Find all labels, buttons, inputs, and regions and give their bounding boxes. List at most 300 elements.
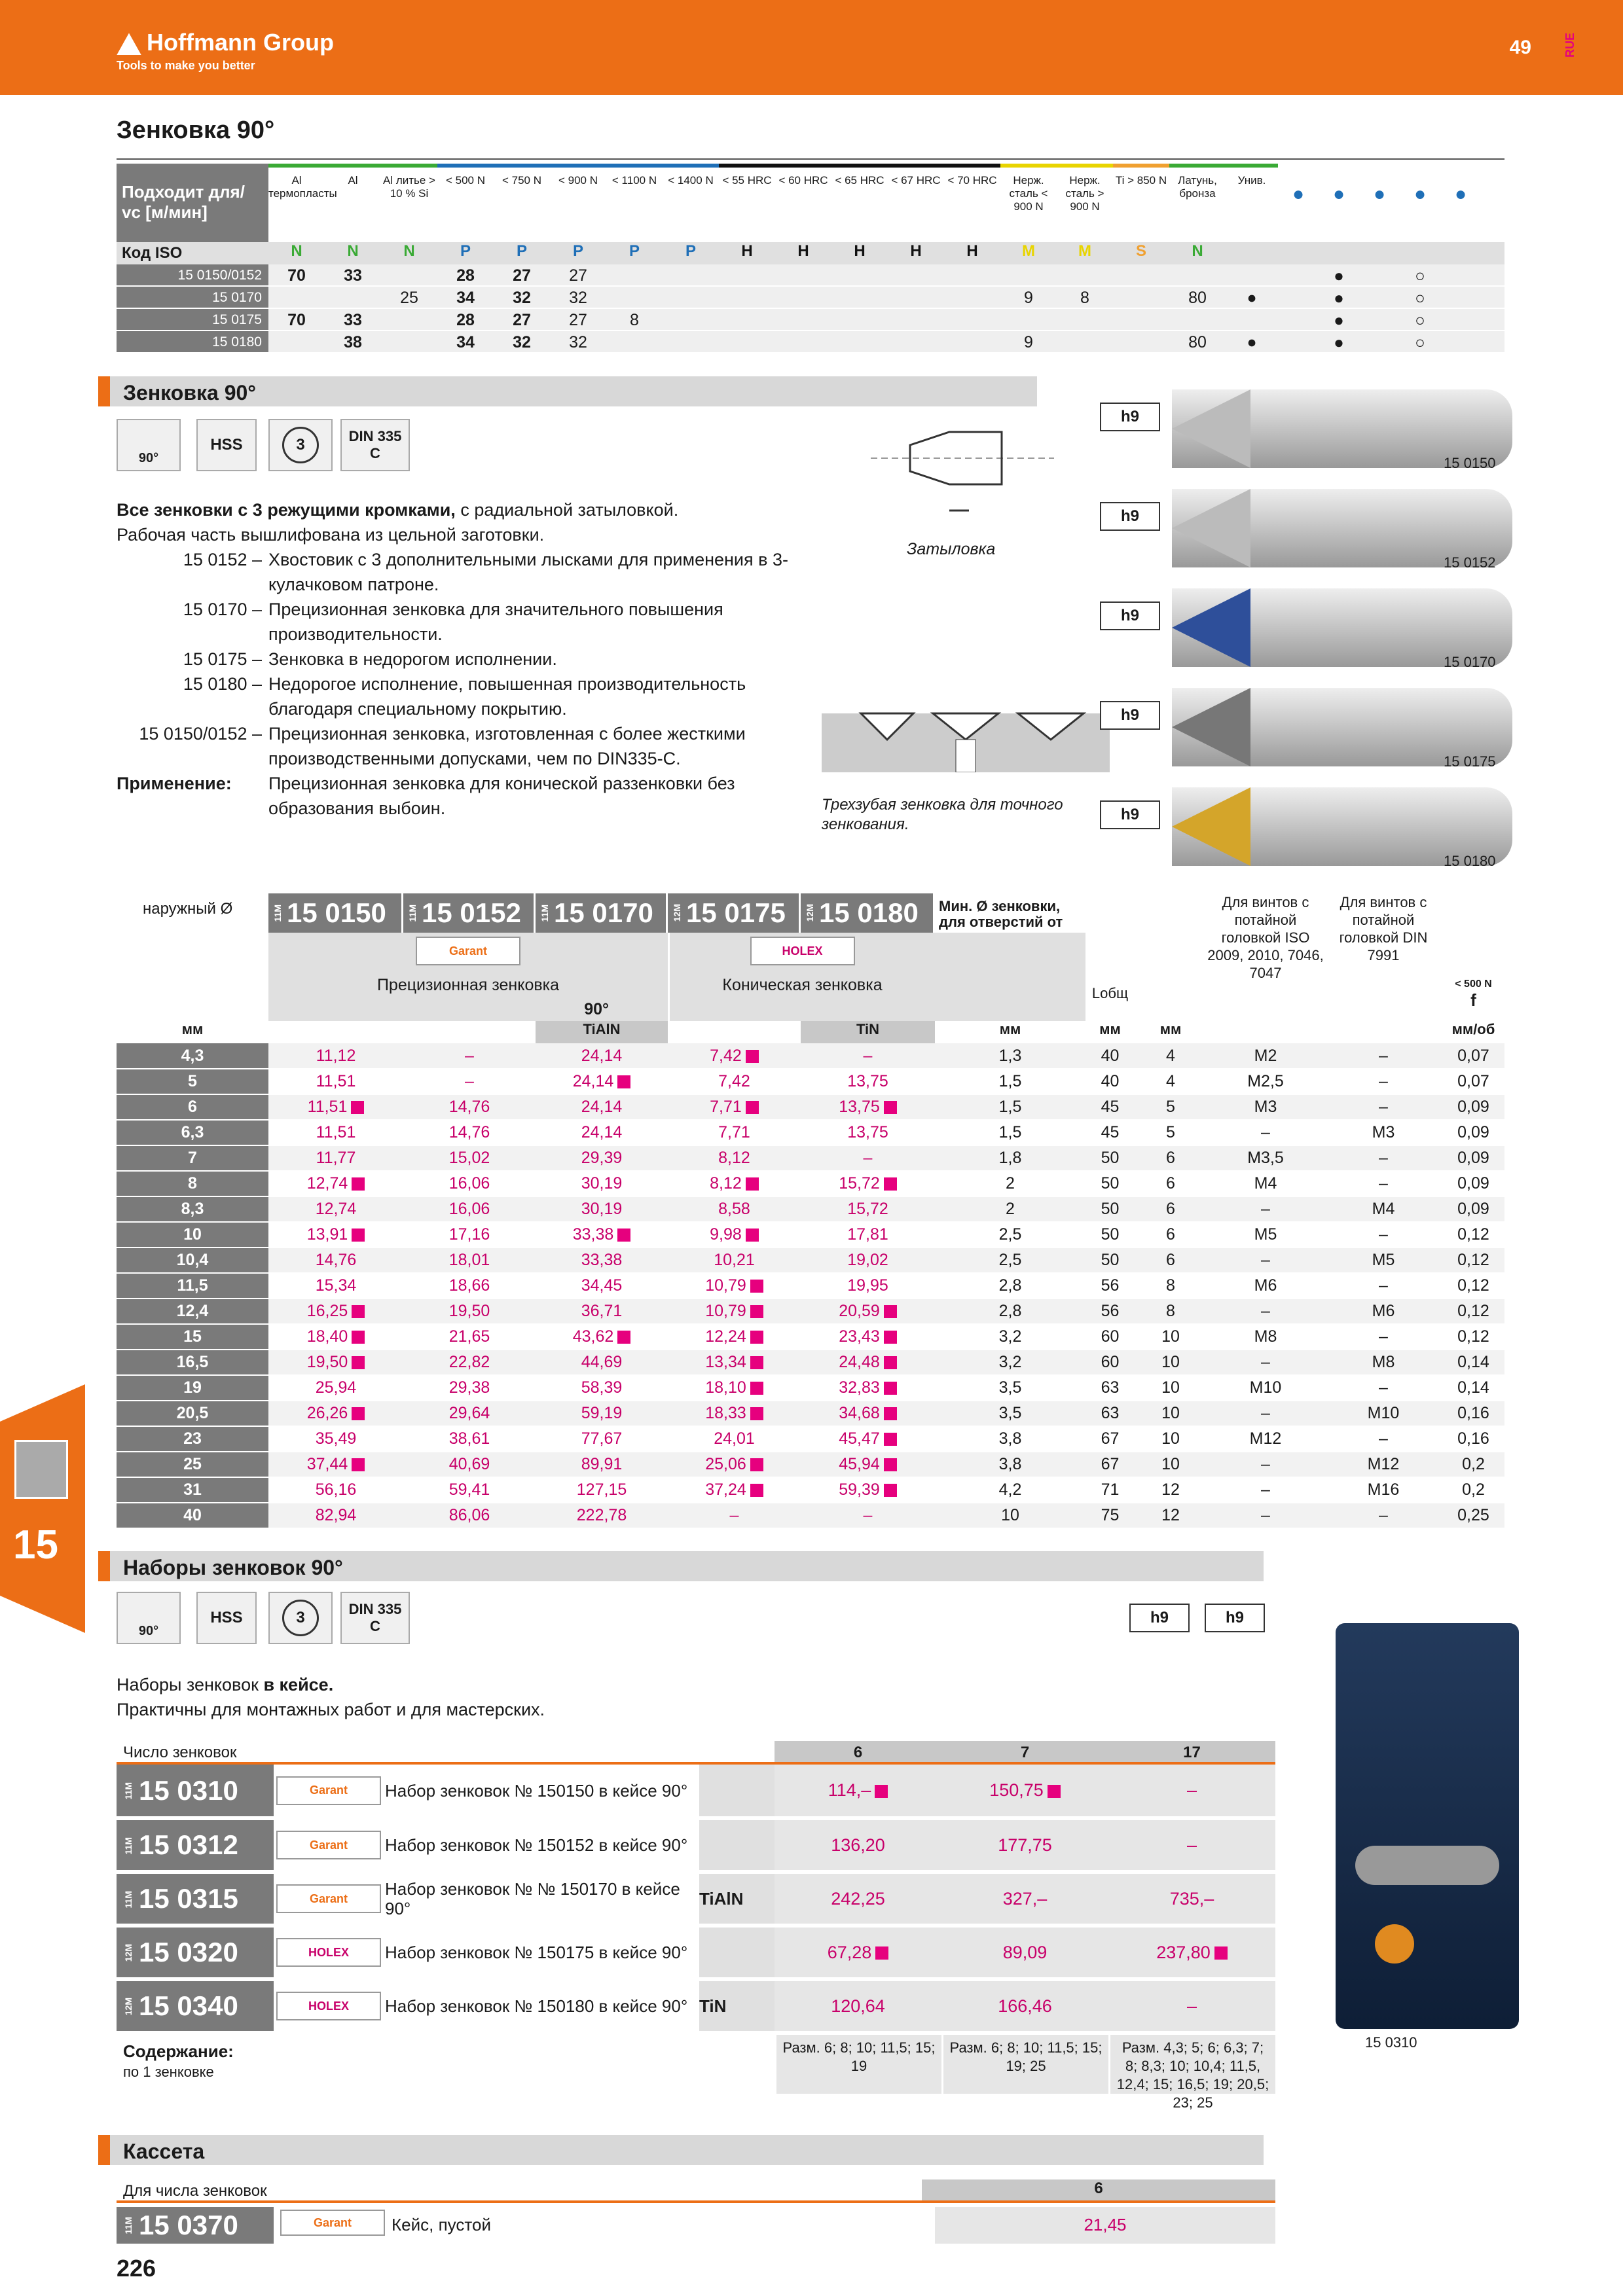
set-count: 6 [853, 1744, 863, 1761]
price-flag-icon [884, 1458, 897, 1471]
page-number: 226 [117, 2255, 156, 2282]
material-row [117, 331, 1504, 353]
cell: – [1207, 1299, 1324, 1324]
cell: 11,51 [268, 1094, 403, 1120]
product-code [268, 893, 403, 933]
cell: 13,75 [801, 1120, 935, 1145]
cell: 2 [935, 1196, 1085, 1222]
cell: 89,91 [536, 1452, 668, 1477]
iso-code: N [291, 242, 302, 260]
cell: 0,12 [1442, 1324, 1504, 1350]
vc-value [719, 331, 775, 352]
table-row [117, 1196, 1504, 1222]
material-header: Ti > 850 N [1113, 164, 1169, 242]
din-badge: DIN 335 C [340, 419, 410, 471]
cell: 10 [935, 1503, 1085, 1528]
market-code: RUE [1563, 33, 1577, 58]
cell: 15 [117, 1324, 268, 1350]
set-row[interactable] [117, 1818, 1275, 1872]
feature-key: 15 0152 – [183, 550, 262, 569]
vc-value [944, 309, 1000, 330]
sets-rows [117, 1765, 1275, 2035]
set-row[interactable] [117, 1765, 1275, 1818]
countersink-tip [1172, 787, 1250, 866]
set-name: Набор зенковок № № 150170 в кейсе 90° [385, 1872, 699, 1926]
material-header: Нерж. сталь < 900 N [1000, 164, 1057, 242]
d-header [1135, 933, 1207, 1021]
coolant-value: ○ [1415, 266, 1425, 285]
set-brand [274, 1926, 385, 1979]
tool-code: 15 0150 [1444, 455, 1496, 471]
cell: 18,33 [668, 1401, 801, 1426]
cell: 7,71 [668, 1094, 801, 1120]
cell: 29,39 [536, 1145, 668, 1171]
cell: 16,5 [117, 1350, 268, 1375]
feature-item [117, 647, 811, 672]
material-header: Нерж. сталь > 900 N [1057, 164, 1113, 242]
cell: 37,24 [668, 1477, 801, 1503]
cell: M2 [1207, 1043, 1324, 1069]
vc-value [1000, 264, 1057, 285]
tolerance-h9: h9 [1129, 1604, 1190, 1632]
cell: 33,38 [536, 1247, 668, 1273]
cell: 8 [1135, 1299, 1207, 1324]
set-brand [274, 1979, 385, 2033]
cell: 2,5 [935, 1222, 1085, 1247]
cell: 44,69 [536, 1350, 668, 1375]
cell: 38,61 [403, 1426, 536, 1452]
din-badge-2: DIN 335 C [340, 1592, 410, 1644]
vc-value [831, 287, 888, 308]
cell: – [1324, 1426, 1442, 1452]
cell: 0,16 [1442, 1401, 1504, 1426]
cell: 0,09 [1442, 1120, 1504, 1145]
cell: 10,21 [668, 1247, 801, 1273]
vc-value: 28 [456, 266, 475, 285]
cell: 15,72 [801, 1171, 935, 1196]
cell: 1,8 [935, 1145, 1085, 1171]
cell: 71 [1085, 1477, 1135, 1503]
cell: 59,39 [801, 1477, 935, 1503]
cell: 34,45 [536, 1273, 668, 1299]
cell: 37,44 [268, 1452, 403, 1477]
case-header: Для числа зенковок 6 [117, 2179, 1275, 2203]
cell: 50 [1085, 1247, 1135, 1273]
material-row-code: 15 0150/0152 [117, 264, 268, 285]
vc-value [663, 331, 719, 352]
set-row[interactable] [117, 1979, 1275, 2033]
vc-value [663, 264, 719, 285]
price-flag-icon [750, 1484, 763, 1497]
cell: M12 [1207, 1426, 1324, 1452]
case-price: 21,45 [935, 2207, 1275, 2244]
set-coating [699, 1818, 775, 1872]
material-rows [117, 264, 1504, 353]
cell: 16,06 [403, 1171, 536, 1196]
material-header: < 67 HRC [888, 164, 944, 242]
iso-code: H [966, 242, 978, 260]
cell: 25,06 [668, 1452, 801, 1477]
case-code: 15 0370 [139, 2210, 238, 2240]
cell: M16 [1324, 1477, 1442, 1503]
section-header-countersink: Зенковка 90° [98, 376, 1037, 406]
cell: – [1207, 1401, 1324, 1426]
mist-icon: ● [1454, 183, 1467, 205]
vc-value [775, 331, 831, 352]
contents-row: Содержание: по 1 зенковке Разм. 6; 8; 10; 11,5; 15; 19 Разм. 6; 8; 10; 11,5; 15; 19; 25 Разм. 4,3; 5; 6; 6,3; 7; 8; 8,3; 10; 10,4; 11,5, 12,4; 15; 16,5; 19; 20,5; 23; 25 [117, 2035, 1275, 2094]
cell: 35,49 [268, 1426, 403, 1452]
vc-value [268, 331, 325, 352]
brand-logo: Garant [276, 1831, 381, 1859]
cell: 13,34 [668, 1350, 801, 1375]
set-row[interactable] [117, 1872, 1275, 1926]
outer-diameter-label: наружный Ø [143, 900, 233, 918]
section-header-sets: Наборы зенковок 90° [98, 1551, 1264, 1581]
set-contents: Разм. 6; 8; 10; 11,5; 15; 19 [775, 2035, 941, 2094]
cell: 19,02 [801, 1247, 935, 1273]
cell: – [403, 1069, 536, 1094]
vc-value: 32 [513, 289, 531, 307]
brand-logo: Hoffmann Group Tools to make you better [117, 29, 334, 72]
vc-value [719, 264, 775, 285]
cell: – [1207, 1477, 1324, 1503]
feature-key: Применение: [117, 774, 232, 793]
intro-2: Рабочая часть вышлифована из цельной заготовки. [117, 525, 545, 545]
vc-value: 70 [287, 311, 306, 329]
price-flag-icon [352, 1229, 365, 1242]
material-header: < 1100 N [606, 164, 663, 242]
price-flag-icon [750, 1356, 763, 1369]
table-row [117, 1120, 1504, 1145]
set-price: 177,75 [941, 1818, 1108, 1872]
tolerance-badge: h9 [1100, 502, 1160, 531]
cell: 45 [1085, 1094, 1135, 1120]
case-row[interactable]: 11M 15 0370 Garant Кейс, пустой 21,45 [117, 2207, 1275, 2244]
vc-value [1057, 309, 1113, 330]
cell: 24,14 [536, 1043, 668, 1069]
iso-code: M [1078, 242, 1091, 260]
cell: 0,09 [1442, 1094, 1504, 1120]
conical-desc: Коническая зенковка [722, 976, 883, 994]
vc-value [1226, 264, 1278, 285]
vc-value: 80 [1188, 289, 1207, 307]
set-row[interactable] [117, 1926, 1275, 1979]
coolant-value [1278, 287, 1319, 308]
tagline: Tools to make you better [117, 59, 255, 72]
cell: M3 [1324, 1120, 1442, 1145]
cell: 0,09 [1442, 1171, 1504, 1196]
table-row [117, 1171, 1504, 1196]
coolant-value [1359, 287, 1400, 308]
length-header: Lобщ [1091, 985, 1129, 1001]
vc-value: 27 [513, 311, 531, 329]
price-flag-icon [351, 1101, 364, 1114]
vc-value [606, 287, 663, 308]
set-price: 89,09 [941, 1926, 1108, 1979]
case-name: Кейс, пустой [392, 2215, 491, 2234]
feed-header: < 500 N f [1455, 978, 1492, 1010]
price-flag-icon [352, 1331, 365, 1344]
cell: 45,47 [801, 1426, 935, 1452]
cell: 9,98 [668, 1222, 801, 1247]
feature-value: Зенковка в недорогом исполнении. [268, 649, 557, 669]
cell: – [1324, 1273, 1442, 1299]
code-text: 15 0170 [554, 897, 653, 928]
vc-value: 38 [344, 333, 362, 351]
cell: 56 [1085, 1299, 1135, 1324]
fits-label: Подходит для/ vc [м/мин] [117, 164, 268, 242]
cell: – [1324, 1043, 1442, 1069]
cell: – [1324, 1324, 1442, 1350]
price-flag-icon [750, 1280, 763, 1293]
cell: 19,95 [801, 1273, 935, 1299]
cell: 40 [117, 1503, 268, 1528]
set-coating: TiN [699, 1979, 775, 2033]
flutes-icon: 3 [268, 419, 333, 471]
cell: M3,5 [1207, 1145, 1324, 1171]
cell: 22,82 [403, 1350, 536, 1375]
cell: M5 [1324, 1247, 1442, 1273]
cell: 32,83 [801, 1375, 935, 1401]
code-prefix: 12M [672, 904, 682, 922]
cell: 82,94 [268, 1503, 403, 1528]
set-price: 120,64 [775, 1979, 941, 2033]
cell: 34,68 [801, 1401, 935, 1426]
coolant-value [1278, 264, 1319, 285]
cell: 31 [117, 1477, 268, 1503]
cell: 10 [1135, 1375, 1207, 1401]
material-table [117, 164, 1504, 353]
price-flag-icon [884, 1484, 897, 1497]
no-coolant-icon: ● [1413, 183, 1427, 205]
cell: – [1324, 1503, 1442, 1528]
cell: 10 [1135, 1426, 1207, 1452]
cell: M10 [1324, 1401, 1442, 1426]
countersink-tip [1172, 588, 1250, 667]
tolerance-badge: h9 [1100, 403, 1160, 431]
catalog-page-number: 49 [1509, 37, 1531, 58]
cell: 2,8 [935, 1299, 1085, 1324]
price-flag-icon [750, 1331, 763, 1344]
code-text: 15 0150 [287, 897, 386, 928]
vc-value [888, 309, 944, 330]
set-price: – [1108, 1818, 1275, 1872]
material-header: < 55 HRC [719, 164, 775, 242]
vc-value: 80 [1188, 333, 1207, 351]
garant-logo: Garant [416, 937, 520, 965]
cell: 0,12 [1442, 1222, 1504, 1247]
set-contents: Разм. 4,3; 5; 6; 6,3; 7; 8; 8,3; 10; 10,4; 11,5, 12,4; 15; 16,5; 19; 20,5; 23; 25 [1108, 2035, 1275, 2094]
garant-logo: Garant [280, 2210, 385, 2236]
cell: 3,5 [935, 1375, 1085, 1401]
iso-code: H [854, 242, 866, 260]
cell: 26,26 [268, 1401, 403, 1426]
cell: – [801, 1145, 935, 1171]
cell: 17,16 [403, 1222, 536, 1247]
set-code: 12M 15 0320 [117, 1926, 274, 1979]
feature-item [117, 721, 811, 771]
feature-value: Недорогое исполнение, повышенная производительность благодаря специальному покрытию. [268, 674, 746, 719]
price-flag-icon [750, 1305, 763, 1318]
vc-value: 25 [400, 289, 418, 307]
set-name: Набор зенковок № 150180 в кейсе 90° [385, 1979, 699, 2033]
cell: M6 [1207, 1273, 1324, 1299]
countersink-tip [1172, 688, 1250, 766]
vc-value [1057, 331, 1113, 352]
cell: 10,4 [117, 1247, 268, 1273]
cell: 2 [935, 1171, 1085, 1196]
cell: 25,94 [268, 1375, 403, 1401]
cell: 56,16 [268, 1477, 403, 1503]
set-count: 17 [1183, 1744, 1201, 1761]
cell: 67 [1085, 1452, 1135, 1477]
vc-value [719, 309, 775, 330]
cell: M4 [1207, 1171, 1324, 1196]
cell: 15,34 [268, 1273, 403, 1299]
cell: 1,3 [935, 1043, 1085, 1069]
cell: 24,14 [536, 1120, 668, 1145]
sets-table [117, 1741, 1275, 2111]
cell: 20,5 [117, 1401, 268, 1426]
set-name: Набор зенковок № 150150 в кейсе 90° [385, 1765, 699, 1818]
vc-value [1226, 309, 1278, 330]
cell: 50 [1085, 1145, 1135, 1171]
material-header-row [117, 164, 1504, 242]
vc-value: ● [1247, 289, 1257, 307]
vc-value [1169, 264, 1226, 285]
material-header: Латунь, бронза [1169, 164, 1226, 242]
set-code: 11M 15 0315 [117, 1872, 274, 1926]
code-prefix: 11M [539, 904, 550, 922]
cell: 50 [1085, 1196, 1135, 1222]
set-code: 11M 15 0312 [117, 1818, 274, 1872]
cell: 18,66 [403, 1273, 536, 1299]
vc-value: 27 [513, 266, 531, 285]
vc-value [719, 287, 775, 308]
cell: 127,15 [536, 1477, 668, 1503]
coolant-value: ● [1334, 310, 1344, 330]
cell: 0,12 [1442, 1273, 1504, 1299]
cell: 10 [1135, 1350, 1207, 1375]
vc-value [1113, 331, 1169, 352]
spray-icon: ● [1373, 183, 1386, 205]
cell: 50 [1085, 1222, 1135, 1247]
set-price: – [1108, 1979, 1275, 2033]
cell: 10 [117, 1222, 268, 1247]
iso-code: S [1135, 242, 1146, 260]
cell: M4 [1324, 1196, 1442, 1222]
vc-value [831, 309, 888, 330]
cell: 12,4 [117, 1299, 268, 1324]
cell: 40 [1085, 1043, 1135, 1069]
vc-value [1000, 309, 1057, 330]
iso-label: Код ISO [122, 244, 183, 262]
garant-group: Garant Прецизионная зенковка 90° [268, 933, 668, 1021]
material-header: < 70 HRC [944, 164, 1000, 242]
cell: 19,50 [268, 1350, 403, 1375]
product-code [668, 893, 801, 933]
cell: 0,09 [1442, 1196, 1504, 1222]
intro-rest: с радиальной затыловкой. [455, 500, 679, 520]
code-prefix: 12M [805, 904, 815, 922]
vc-value [944, 331, 1000, 352]
chapter-tab[interactable] [0, 1384, 85, 1633]
price-flag-icon [1214, 1946, 1228, 1960]
price-flag-icon [884, 1407, 897, 1420]
cell: 75 [1085, 1503, 1135, 1528]
cell: 11,77 [268, 1145, 403, 1171]
cell: – [1324, 1222, 1442, 1247]
hss-badge-2: HSS [196, 1592, 257, 1644]
cell: 10 [1135, 1452, 1207, 1477]
relief-caption: Затыловка [907, 540, 996, 558]
cell: 33,38 [536, 1222, 668, 1247]
cell: 14,76 [268, 1247, 403, 1273]
cell: 6 [1135, 1171, 1207, 1196]
cell: 45 [1085, 1120, 1135, 1145]
table-row [117, 1299, 1504, 1324]
set-code: 11M 15 0310 [117, 1765, 274, 1818]
cell: 4 [1135, 1043, 1207, 1069]
set-coating [699, 1926, 775, 1979]
cell: M10 [1207, 1375, 1324, 1401]
vc-value [663, 309, 719, 330]
brand-logo: Garant [276, 1776, 381, 1805]
cell: 36,71 [536, 1299, 668, 1324]
product-code [801, 893, 935, 933]
iso-code: P [685, 242, 696, 260]
vc-value [775, 309, 831, 330]
cell: 24,14 [536, 1094, 668, 1120]
cell: 0,12 [1442, 1299, 1504, 1324]
cell: 21,65 [403, 1324, 536, 1350]
cell: 8,3 [117, 1196, 268, 1222]
material-header: Al литье > 10 % Si [381, 164, 437, 242]
vc-value [944, 287, 1000, 308]
specs-rows [117, 1043, 1504, 1529]
cell: 67 [1085, 1426, 1135, 1452]
cell: 5 [117, 1069, 268, 1094]
iso-screw-header: Для винтов с потайной головкой ISO 2009, 2010, 7046, 7047 [1207, 894, 1324, 981]
vc-value: 34 [456, 289, 475, 307]
cell: 20,59 [801, 1299, 935, 1324]
material-row [117, 264, 1504, 287]
cell: 4 [1135, 1069, 1207, 1094]
cell: 56 [1085, 1273, 1135, 1299]
iso-code: H [741, 242, 753, 260]
cell: 10 [1135, 1324, 1207, 1350]
price-flag-icon [750, 1458, 763, 1471]
coolant-value: ● [1334, 288, 1344, 308]
brand-logo: HOLEX [276, 1938, 381, 1967]
cell: – [403, 1043, 536, 1069]
vc-value [381, 309, 437, 330]
cell: 30,19 [536, 1171, 668, 1196]
cell: 29,64 [403, 1401, 536, 1426]
material-row [117, 309, 1504, 331]
price-flag-icon [746, 1229, 759, 1242]
table-row [117, 1477, 1504, 1503]
cell: 60 [1085, 1350, 1135, 1375]
tolerance-badge: h9 [1100, 701, 1160, 730]
price-flag-icon [352, 1458, 365, 1471]
cell: 0,09 [1442, 1145, 1504, 1171]
vc-value: 32 [569, 333, 587, 351]
vc-value [606, 331, 663, 352]
set-price: 67,28 [775, 1926, 941, 1979]
sets-description: Наборы зенковок в кейсе. Практичны для монтажных работ и для мастерских. [117, 1675, 545, 1719]
cell: M12 [1324, 1452, 1442, 1477]
